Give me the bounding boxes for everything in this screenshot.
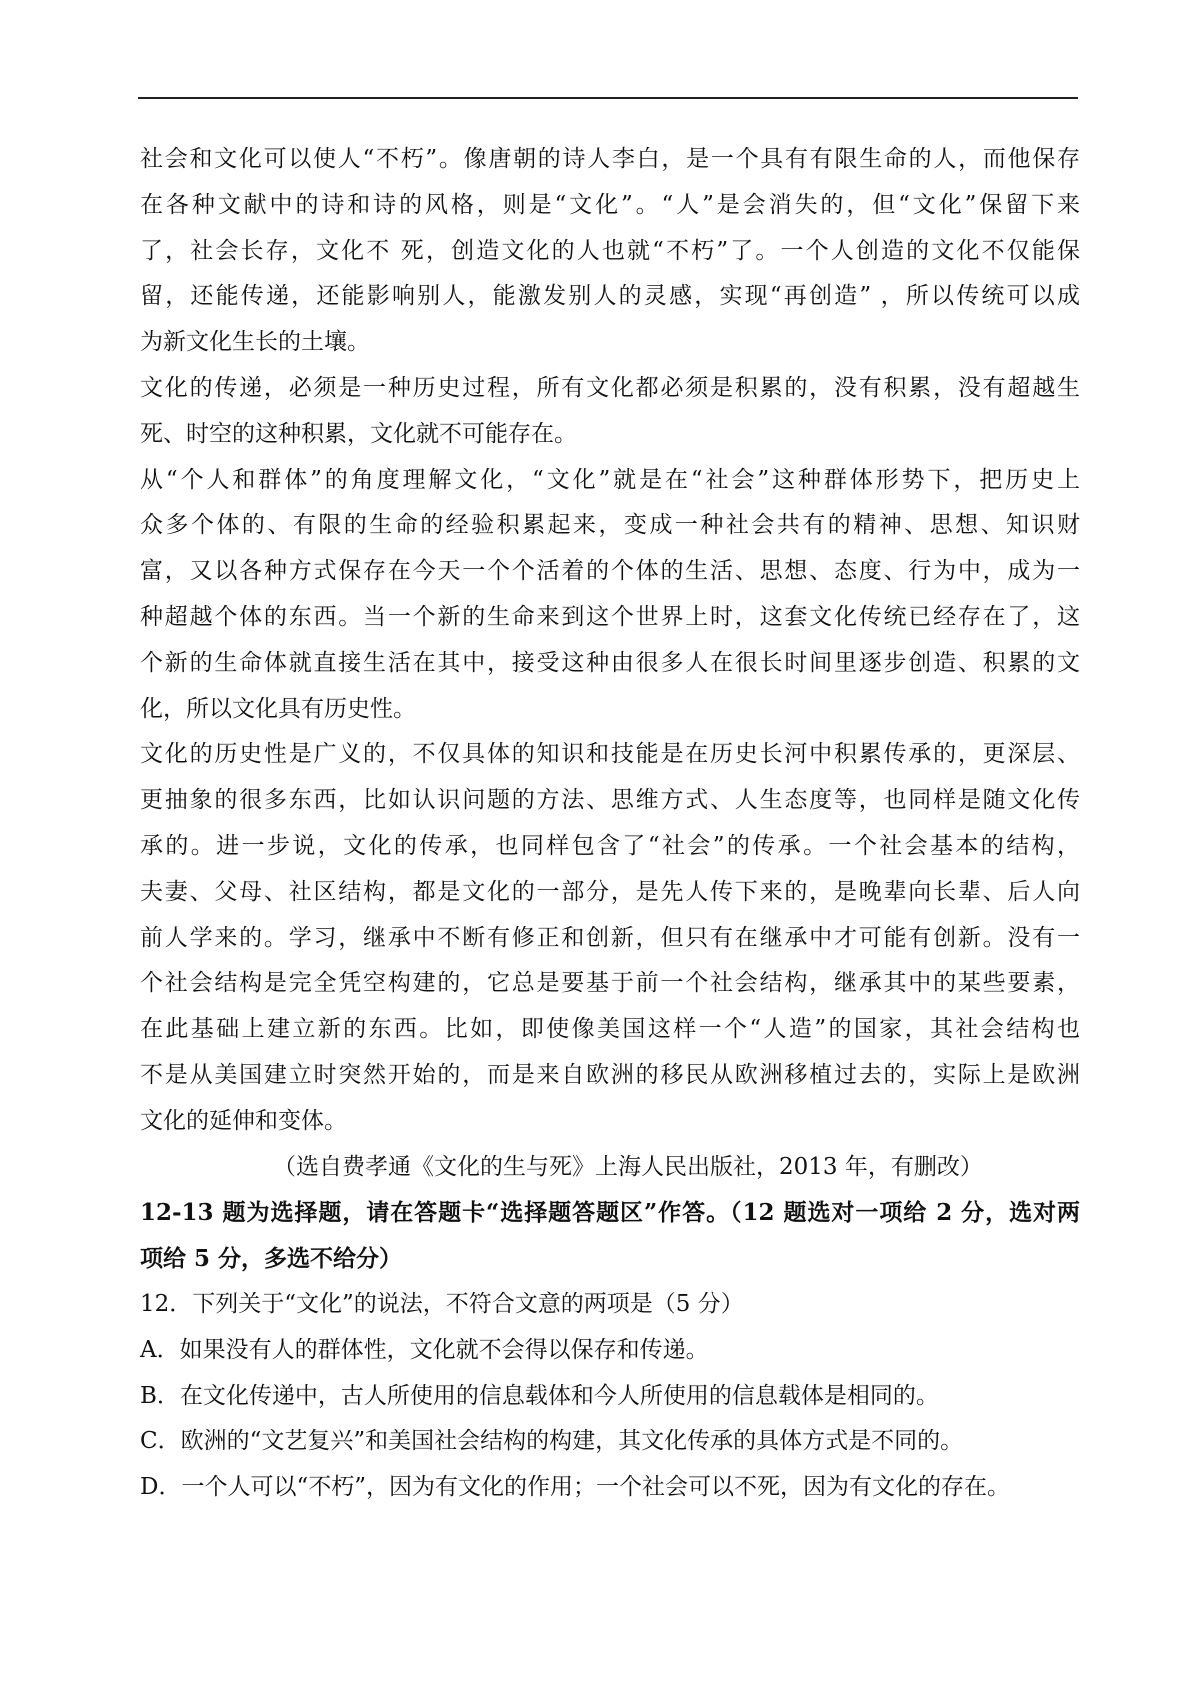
text-line: 前人学来的。学习，继承中不断有修正和创新，但只有在继承中才可能有创新。没有一 [140,924,1080,951]
text-line: 为新文化生长的土壤。 [140,329,370,356]
section-instructions [140,1190,1080,1282]
text-line: 文化的延伸和变体。 [140,1107,347,1134]
document-body [140,137,1080,1511]
header-rule [138,97,1078,99]
text-line: 富，又以各种方式保存在今天一个个活着的个体的生活、思想、态度、行为中，成为一 [140,558,1080,585]
text-line: 众多个体的、有限的生命的经验积累起来，变成一种社会共有的精神、思想、知识财 [140,512,1080,539]
text-line: 不是从美国建立时突然开始的，而是来自欧洲的移民从欧洲移植过去的，实际上是欧洲 [140,1061,1080,1088]
text-line: 个新的生命体就直接生活在其中，接受这种由很多人在很长时间里逐步创造、积累的文 [140,649,1080,676]
passage-paragraph-4 [140,732,1080,1144]
text-line: 留，还能传递，还能影响别人，能激发别人的灵感，实现“再创造” ，所以传统可以成 [140,283,1080,310]
text-line: 夫妻、父母、社区结构，都是文化的一部分，是先人传下来的，是晚辈向长辈、后人向 [140,878,1080,905]
option-c: C．欧洲的“文艺复兴”和美国社会结构的构建，其文化传承的具体方式是不同的。 [140,1428,964,1455]
instruction-line: 12-13 题为选择题，请在答题卡“选择题答题区”作答。（12 题选对一项给 2 分，选对两 [140,1199,1080,1227]
text-line: 承的。进一步说，文化的传承，也同样包含了“社会”的传承。一个社会基本的结构， [140,832,1080,859]
source-citation: （选自费孝通《文化的生与死》上海人民出版社，2013 年，有删改） [273,1153,983,1180]
passage-paragraph-2 [140,366,1080,458]
text-line: 在各种文献中的诗和诗的风格，则是“文化”。“人”是会消失的，但“文化”保留下来 [140,191,1080,218]
text-line: 文化的传递，必须是一种历史过程，所有文化都必须是积累的，没有积累，没有超越生 [140,374,1080,401]
question-stem: 12．下列关于“文化”的说法，不符合文意的两项是（5 分） [140,1290,744,1317]
text-line: 了，社会长存，文化不 死，创造文化的人也就“不朽”了。一个人创造的文化不仅能保 [140,237,1080,264]
text-line: 种超越个体的东西。当一个新的生命来到这个世界上时，这套文化传统已经存在了，这 [140,603,1080,630]
option-d: D．一个人可以“不朽”，因为有文化的作用；一个社会可以不死，因为有文化的存在。 [140,1474,1010,1501]
option-b: B．在文化传递中，古人所使用的信息载体和今人所使用的信息载体是相同的。 [140,1382,939,1409]
passage-paragraph-1 [140,137,1080,366]
text-line: 社会和文化可以使人“不朽”。像唐朝的诗人李白，是一个具有有限生命的人，而他保存 [140,146,1080,172]
text-line: 化，所以文化具有历史性。 [140,695,416,722]
instruction-line: 项给 5 分，多选不给分） [140,1245,403,1273]
text-line: 文化的历史性是广义的，不仅具体的知识和技能是在历史长河中积累传承的，更深层、 [140,741,1080,768]
text-line: 在此基础上建立新的东西。比如，即使像美国这样一个“人造”的国家，其社会结构也 [140,1016,1080,1043]
option-a: A．如果没有人的群体性，文化就不会得以保存和传递。 [140,1336,709,1363]
text-line: 从“个人和群体”的角度理解文化，“文化”就是在“社会”这种群体形势下，把历史上 [140,466,1080,493]
text-line: 更抽象的很多东西，比如认识问题的方法、思维方式、人生态度等，也同样是随文化传 [140,787,1080,814]
passage-paragraph-3 [140,458,1080,733]
text-line: 死、时空的这种积累，文化就不可能存在。 [140,420,577,447]
text-line: 个社会结构是完全凭空构建的，它总是要基于前一个社会结构，继承其中的某些要素， [140,970,1080,997]
